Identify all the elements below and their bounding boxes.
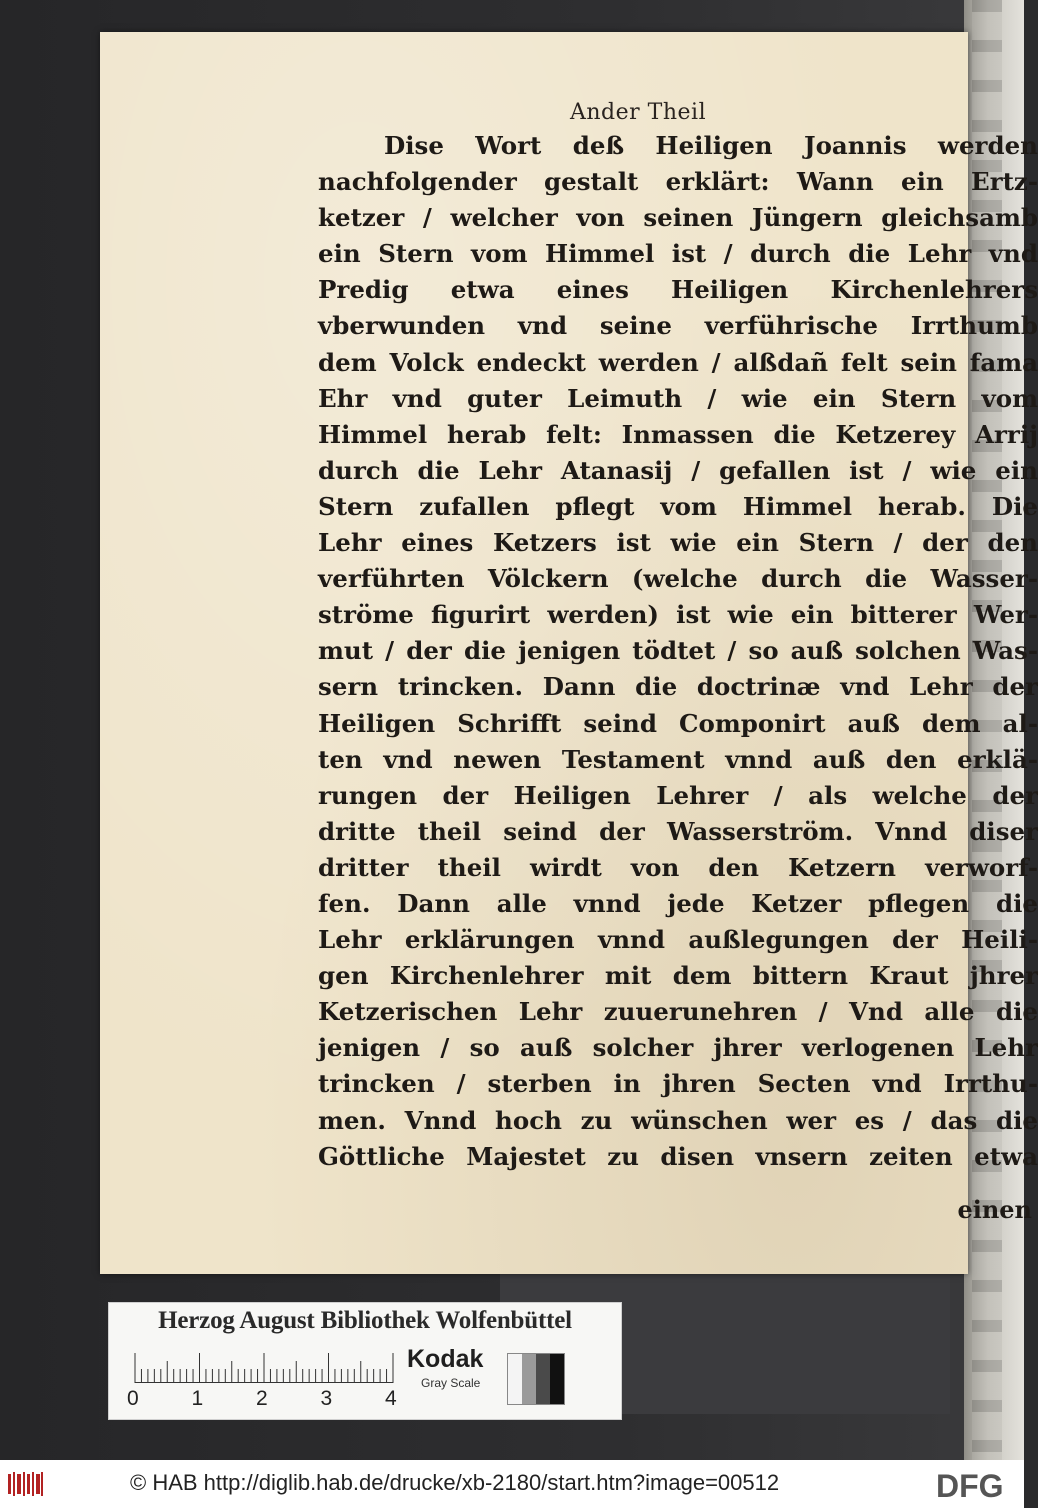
ruler-number: 1 [191, 1387, 204, 1410]
text-line: Stern zufallen pflegt vom Himmel herab. Die [318, 491, 1038, 521]
text-line: durch die Lehr Atanasij / gefallen ist / wie ein [318, 455, 1038, 485]
hab-barcode-logo-icon [8, 1470, 44, 1498]
text-line: ein Stern vom Himmel ist / durch die Lehr vnd [318, 239, 1038, 269]
text-line: dem Volck endeckt werden / alßdañ felt sein fama [318, 347, 1038, 377]
text-line: verführten Völckern (welche durch die Wasser- [318, 564, 1038, 594]
gray-scale-swatches [507, 1353, 565, 1405]
text-line: men. Vnnd hoch zu wünschen wer es / das die [318, 1105, 1038, 1135]
gray-swatch [550, 1354, 564, 1404]
text-line: Dise Wort deß Heiligen Joannis werden [384, 131, 1038, 160]
text-line: trincken / sterben in jhren Secten vnd Irrthu- [318, 1069, 1038, 1099]
catchword: einen [957, 1195, 1032, 1224]
text-line: Lehr erklärungen vnnd außlegungen der Heili- [318, 925, 1038, 955]
ruler-number: 3 [320, 1387, 333, 1410]
text-line: fen. Dann alle vnnd jede Ketzer pflegen die [318, 888, 1038, 918]
text-line: gen Kirchenlehrer mit dem bittern Kraut jhrer [318, 961, 1038, 991]
text-line: nachfolgender gestalt erklärt: Wann ein Ertz- [318, 167, 1038, 197]
text-line: Göttliche Majestet zu disen vnsern zeiten etwa [318, 1141, 1038, 1171]
text-line: vberwunden vnd seine verführische Irrthumb [318, 311, 1038, 341]
library-name: Herzog August Bibliothek Wolfenbüttel [158, 1307, 572, 1334]
dfg-logo-text: DFG [936, 1468, 1004, 1504]
gray-scale-label: Gray Scale [421, 1376, 481, 1390]
body-text [318, 128, 1038, 1175]
text-line: sern trincken. Dann die doctrinæ vnd Lehr der [318, 672, 1038, 702]
text-line: Himmel herab felt: Inmassen die Ketzerey Arrij [318, 419, 1038, 449]
text-line: dritte theil seind der Wasserström. Vnnd diser [318, 816, 1038, 846]
text-line: Predig etwa eines Heiligen Kirchenlehrers [318, 275, 1038, 305]
gray-swatch [508, 1354, 522, 1404]
gray-swatch [522, 1354, 536, 1404]
text-line: ströme figurirt werden) ist wie ein bitterer Wer- [318, 600, 1038, 630]
kodak-brand: Kodak [407, 1345, 484, 1373]
kodak-color-card [108, 1302, 622, 1420]
book-page [100, 32, 1038, 1274]
ruler-number: 4 [385, 1387, 397, 1410]
footer-bar [0, 1460, 1024, 1508]
ruler-number: 0 [127, 1387, 139, 1410]
text-line: Ketzerischen Lehr zuuerunehren / Vnd alle die [318, 997, 1038, 1027]
running-head: Ander Theil [570, 100, 707, 125]
ruler-number: 2 [256, 1387, 268, 1410]
text-line: ketzer / welcher von seinen Jüngern gleichsamb [318, 203, 1038, 233]
text-line: Heiligen Schrifft seind Componirt auß dem al- [318, 708, 1038, 738]
gray-swatch [536, 1354, 550, 1404]
text-line: jenigen / so auß solcher jhrer verlogenen Lehr [318, 1033, 1038, 1063]
dfg-logo [936, 1468, 1016, 1502]
text-line: Lehr eines Ketzers ist wie ein Stern / der den [318, 528, 1038, 558]
text-line: Ehr vnd guter Leimuth / wie ein Stern vom [318, 383, 1038, 413]
text-line: rungen der Heiligen Lehrer / als welche der [318, 780, 1038, 810]
text-line: dritter theil wirdt von den Ketzern verworf- [318, 852, 1038, 882]
text-line: ten vnd newen Testament vnnd auß den erklä- [318, 744, 1038, 774]
text-line: mut / der die jenigen tödtet / so auß solchen Was- [318, 636, 1038, 666]
ruler-numbers [123, 1387, 403, 1413]
source-url-text[interactable]: © HAB http://diglib.hab.de/drucke/xb-2180/start.htm?image=00512 [130, 1470, 780, 1495]
ruler-icon [133, 1349, 395, 1383]
